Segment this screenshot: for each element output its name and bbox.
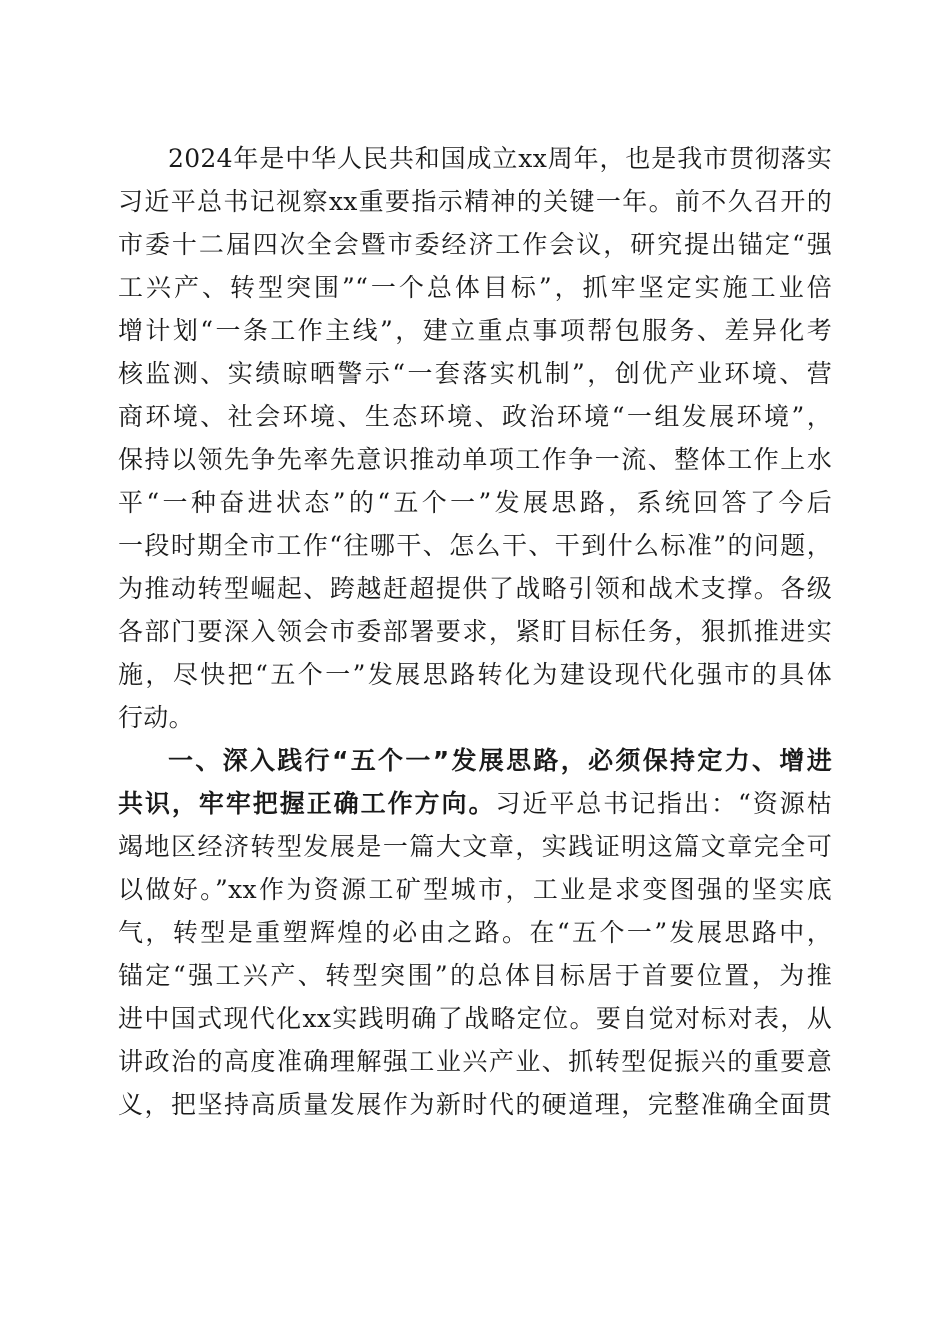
section-heading-line-1: 一、深入践行“五个一”发展思路，必须保持定力、增进 <box>168 746 832 775</box>
paragraph-2-line-7: 进中国式现代化xx实践明确了战略定位。要自觉对标对表，从 <box>118 1004 832 1033</box>
paragraph-1-line-2: 习近平总书记视察xx重要指示精神的关键一年。前不久召开的 <box>118 187 832 216</box>
paragraph-2-line-2 <box>118 783 832 825</box>
paragraph-1-line-11: 为推动转型崛起、跨越赶超提供了战略引领和战术支撑。各级 <box>118 574 832 603</box>
paragraph-1-line-9: 平“一种奋进状态”的“五个一”发展思路，系统回答了今后 <box>118 488 832 517</box>
paragraph-1-line-13: 施，尽快把“五个一”发展思路转化为建设现代化强市的具体 <box>118 660 832 689</box>
paragraph-1-line-1: 2024年是中华人民共和国成立xx周年，也是我市贯彻落实 <box>168 144 832 173</box>
paragraph-1-line-5: 增计划“一条工作主线”，建立重点事项帮包服务、差异化考 <box>118 316 832 345</box>
paragraph-1-line-7: 商环境、社会环境、生态环境、政治环境“一组发展环境”， <box>118 402 832 431</box>
paragraph-2-line-8: 讲政治的高度准确理解强工业兴产业、抓转型促振兴的重要意 <box>118 1047 832 1076</box>
paragraph-1-line-14: 行动。 <box>118 703 194 732</box>
paragraph-2-line-2-text: 习近平总书记指出：“资源枯 <box>495 789 832 818</box>
paragraph-2-line-9: 义，把坚持高质量发展作为新时代的硬道理，完整准确全面贯 <box>118 1090 832 1119</box>
paragraph-1-line-4: 工兴产、转型突围”“一个总体目标”，抓牢坚定实施工业倍 <box>118 273 832 302</box>
paragraph-1-line-3: 市委十二届四次全会暨市委经济工作会议，研究提出锚定“强 <box>118 230 832 259</box>
section-heading-line-2: 共识，牢牢把握正确工作方向。 <box>118 789 496 818</box>
paragraph-2-line-6: 锚定“强工兴产、转型突围”的总体目标居于首要位置，为推 <box>118 961 832 990</box>
paragraph-1-line-12: 各部门要深入领会市委部署要求，紧盯目标任务，狠抓推进实 <box>118 617 832 646</box>
paragraph-1-line-10: 一段时期全市工作“往哪干、怎么干、干到什么标准”的问题， <box>118 531 832 560</box>
paragraph-2-line-4: 以做好。”xx作为资源工矿型城市，工业是求变图强的坚实底 <box>118 875 832 904</box>
paragraph-1-line-6: 核监测、实绩晾晒警示“一套落实机制”，创优产业环境、营 <box>118 359 832 388</box>
paragraph-1-line-8: 保持以领先争先率先意识推动单项工作争一流、整体工作上水 <box>118 445 832 474</box>
paragraph-2-line-3: 竭地区经济转型发展是一篇大文章，实践证明这篇文章完全可 <box>118 832 832 861</box>
paragraph-2-line-5: 气，转型是重塑辉煌的必由之路。在“五个一”发展思路中， <box>118 918 832 947</box>
document-page <box>118 138 832 1318</box>
